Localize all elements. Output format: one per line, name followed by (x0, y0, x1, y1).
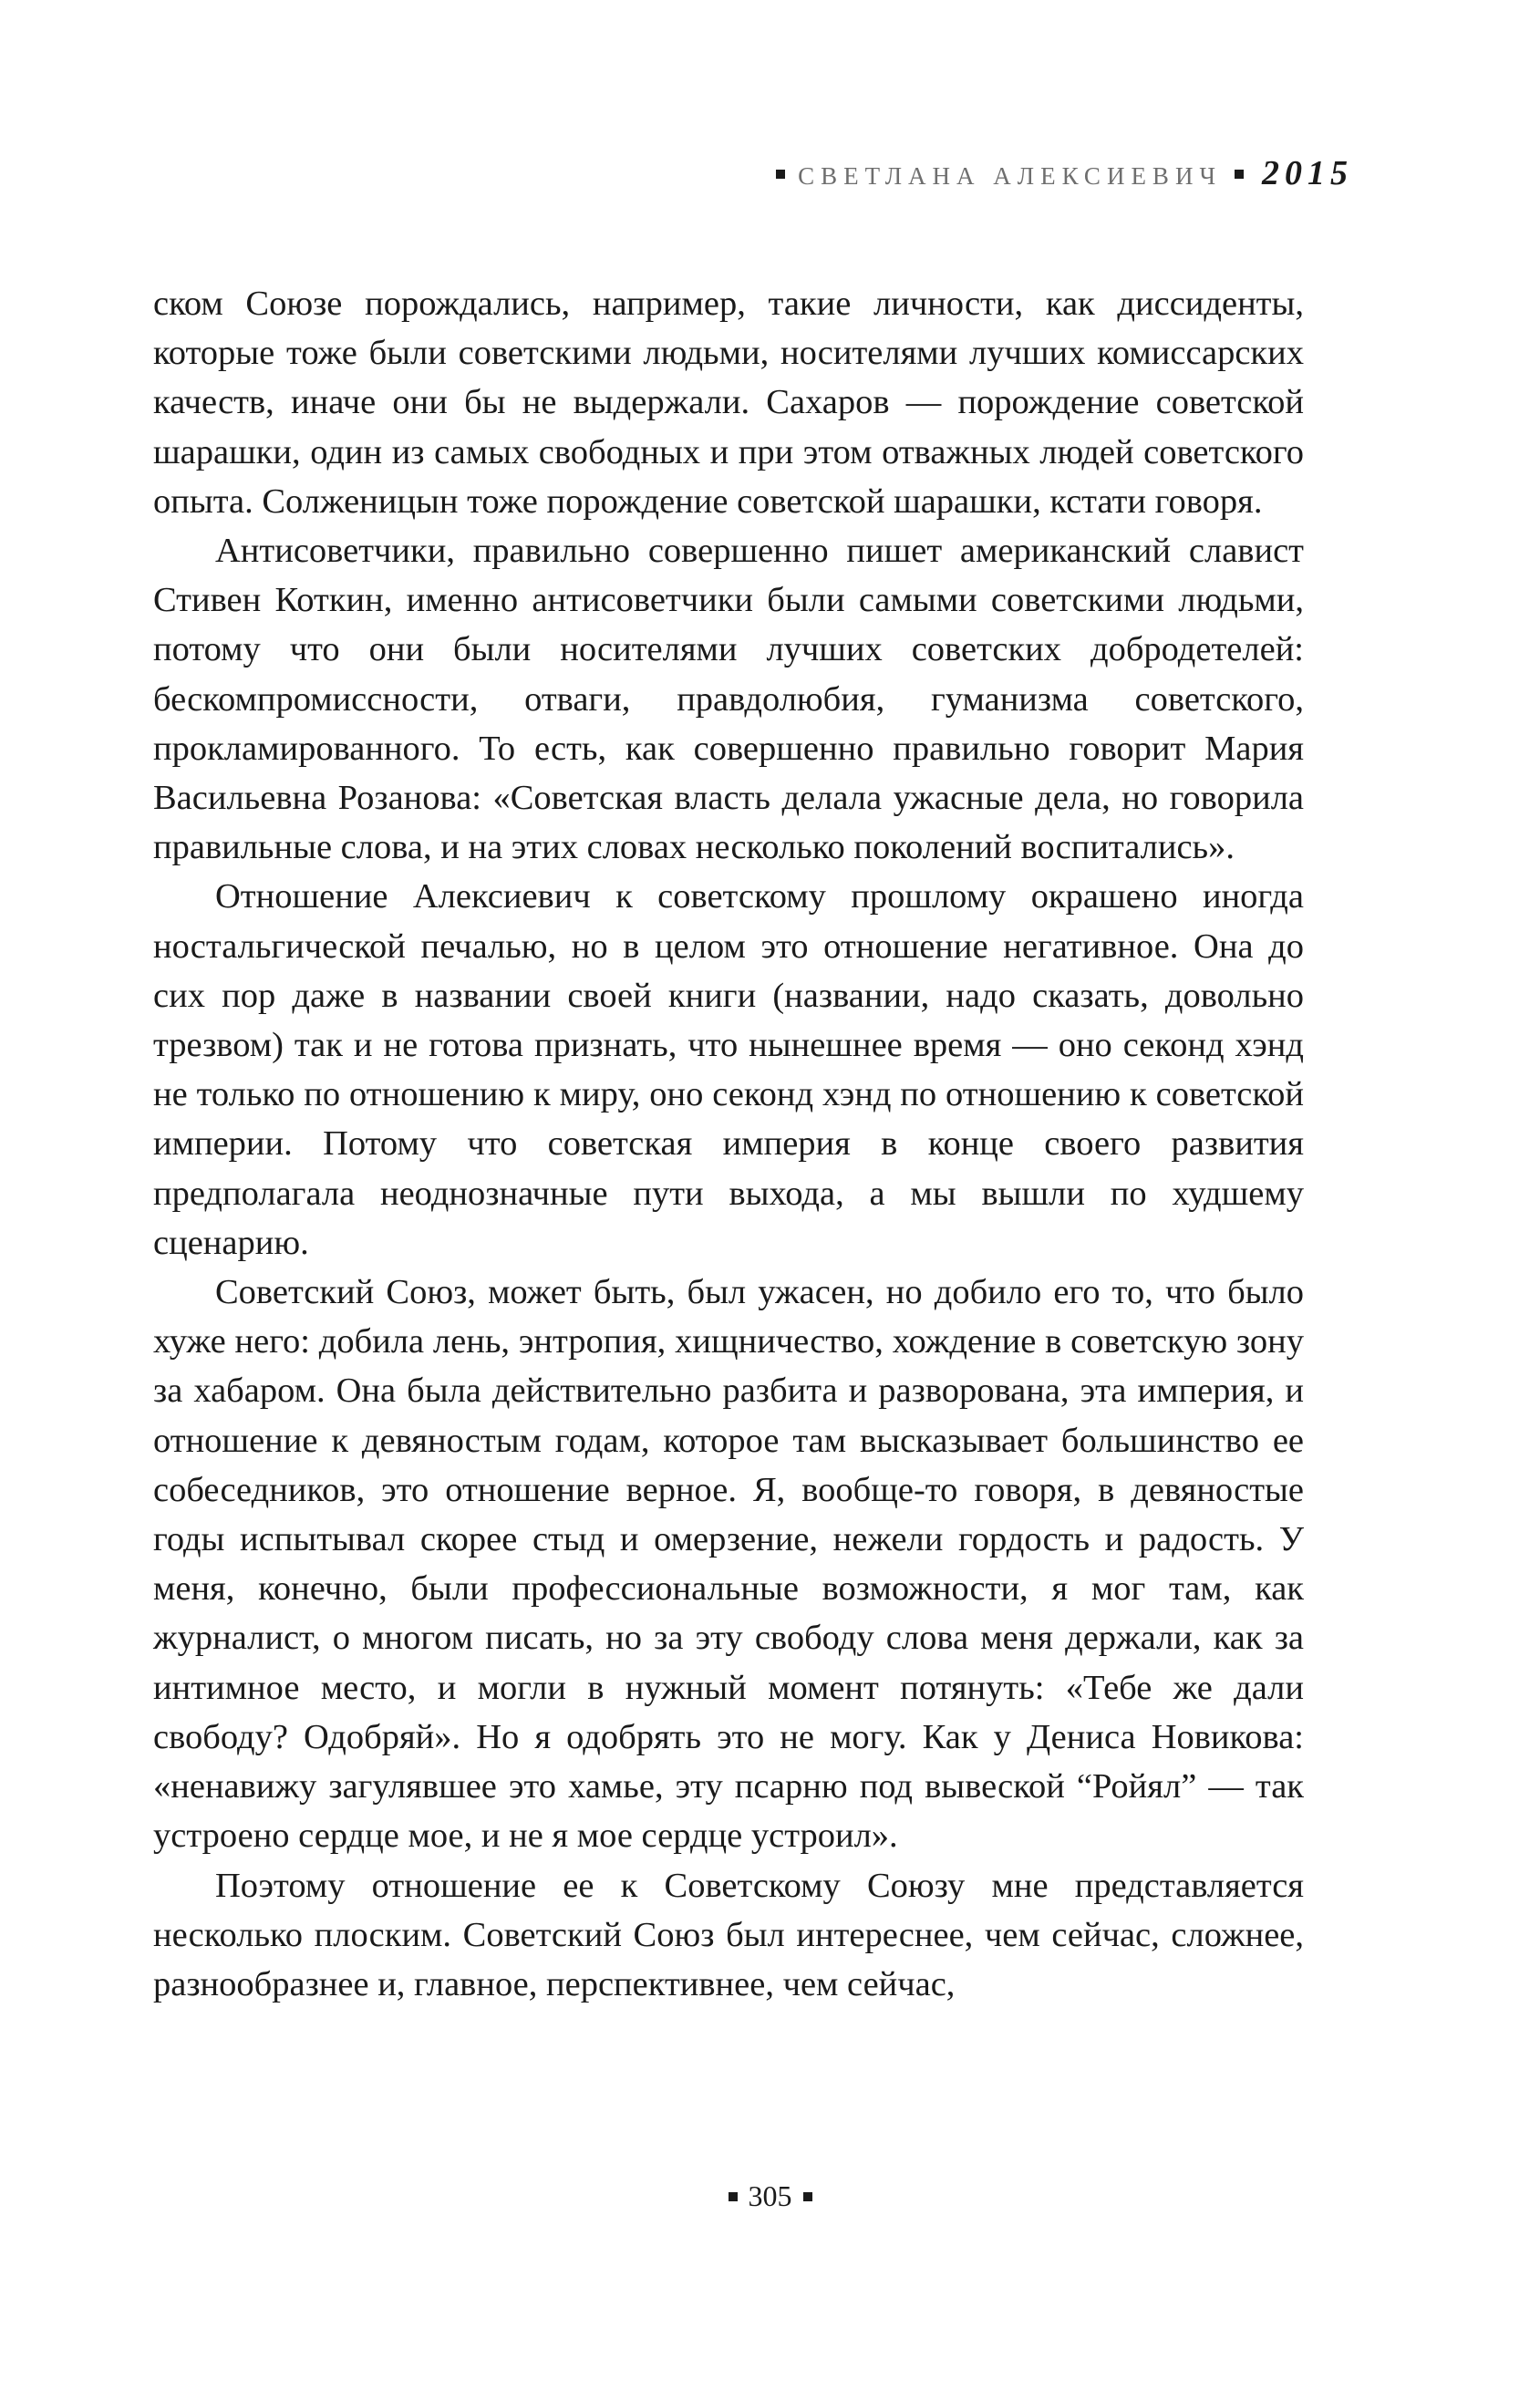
bullet-icon (1235, 170, 1244, 179)
paragraph: Антисоветчики, правильно совершенно пишет американский славист Стивен Коткин, именно антисоветчики были самыми советскими людьми, потому что они были носителями лучших советских добродетелей: бескомпромиссности, отваги, правдолюбия, гуманизма советского, прокламированного. То есть, как совершенно правильно говорит Мария Васильевна Розанова: «Советская власть делала ужасные дела, но говорила правильные слова, и на этих словах несколько поколений воспитались». (153, 532, 1304, 867)
running-head (776, 153, 1353, 193)
paragraph: Поэтому отношение ее к Советскому Союзу мне представляется несколько плоским. Советский Союз был интереснее, чем сейчас, сложнее, разнообразнее и, главное, перспективнее, чем сейчас, (153, 1866, 1304, 2003)
bullet-icon (803, 2192, 812, 2201)
running-head-author: СВЕТЛАНА АЛЕКСИЕВИЧ (798, 162, 1222, 190)
bullet-icon (729, 2192, 738, 2201)
page-number-footer (0, 2179, 1540, 2213)
paragraph: ском Союзе порождались, например, такие личности, как диссиденты, которые тоже были советскими людьми, носителями лучших комиссарских качеств, иначе они бы не выдержали. Сахаров — порождение советской шарашки, один из самых свободных и при этом отважных людей советского опыта. Солженицын тоже порождение советской шарашки, кстати говоря. (153, 285, 1304, 521)
paragraph: Советский Союз, может быть, был ужасен, но добило его то, что было хуже него: добила лень, энтропия, хищничество, хождение в советскую зону за хабаром. Она была действительно разбита и разворована, эта империя, и отношение к девяностым годам, которое там высказывает большинство ее собеседников, это отношение верное. Я, вообще-то говоря, в девяностые годы испытывал скорее стыд и омерзение, нежели гордость и радость. У меня, конечно, были профессиональные возможности, я мог там, как журналист, о многом писать, но за эту свободу слова меня держали, как за интимное место, и могли в нужный момент потянуть: «Тебе же дали свободу? Одобряй». Но я одобрять это не могу. Как у Дениса Новикова: «ненавижу загулявшее это хамье, эту псарню под вывеской “Ройял” — так устроено сердце мое, и не я мое сердце устроил». (153, 1273, 1304, 1856)
page-number: 305 (748, 2179, 792, 2212)
bullet-icon (776, 170, 785, 179)
paragraph: Отношение Алексиевич к советскому прошлому окрашено иногда ностальгической печалью, но в целом это отношение негативное. Она до сих пор даже в названии своей книги (названии, надо сказать, довольно трезвом) так и не готова признать, что нынешнее время — оно секонд хэнд не только по отношению к миру, оно секонд хэнд по отношению к советской империи. Потому что советская империя в конце своего развития предполагала неоднозначные пути выхода, а мы вышли по худшему сценарию. (153, 877, 1304, 1262)
body-text (153, 279, 1304, 2009)
running-head-year: 2015 (1262, 154, 1353, 192)
